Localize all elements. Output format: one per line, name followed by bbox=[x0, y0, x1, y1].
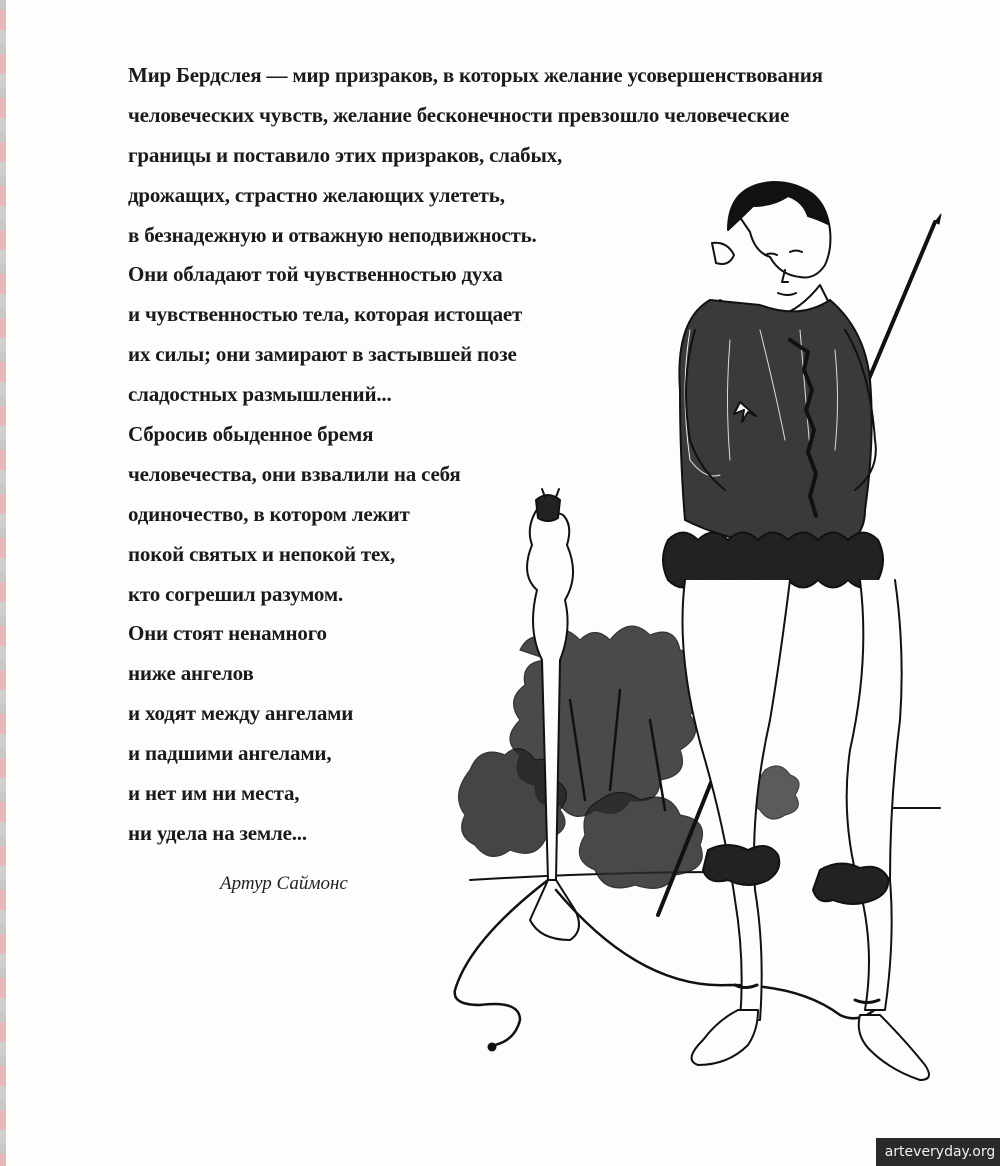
poem-line: и нет им ни места, bbox=[128, 781, 300, 806]
poem-line: Они обладают той чувственностью духа bbox=[128, 262, 503, 287]
poem-line: и чувственностью тела, которая истощает bbox=[128, 302, 523, 327]
poem-line: Мир Бердслея — мир призраков, в которых желание усовершенствования bbox=[128, 63, 823, 87]
poem-line: границы и поставило этих призраков, слабых, bbox=[128, 142, 562, 167]
poem-line: покой святых и непокой тех, bbox=[128, 541, 396, 566]
poem-line: человечества, они взвалили на себя bbox=[128, 461, 461, 486]
poem-line: ниже ангелов bbox=[128, 661, 254, 686]
poem-line: и падшими ангелами, bbox=[128, 741, 332, 766]
poem-line: человеческих чувств, желание бесконечности превзошло человеческие bbox=[128, 102, 790, 127]
poem-author: Артур Саймонс bbox=[220, 873, 348, 894]
figure bbox=[663, 182, 929, 1080]
ink-illustration bbox=[440, 170, 970, 1090]
poem-line: кто согрешил разумом. bbox=[128, 581, 343, 606]
poem-line: дрожащих, страстно желающих улететь, bbox=[128, 182, 505, 207]
poem-line: одиночество, в котором лежит bbox=[128, 501, 410, 526]
poem-line: в безнадежную и отважную неподвижность. bbox=[128, 222, 537, 247]
poem-line: их силы; они замирают в застывшей позе bbox=[128, 342, 517, 367]
poem-line: и ходят между ангелами bbox=[128, 701, 354, 726]
poem-line: Они стоят ненамного bbox=[128, 621, 327, 646]
poem-line: сладостных размышлений... bbox=[128, 382, 392, 407]
poem-line: Сбросив обыденное бремя bbox=[128, 422, 374, 447]
poem-line: ни удела на земле... bbox=[128, 820, 307, 845]
watermark: arteveryday.org bbox=[876, 1138, 1000, 1166]
page-edge-strip bbox=[0, 0, 6, 1166]
